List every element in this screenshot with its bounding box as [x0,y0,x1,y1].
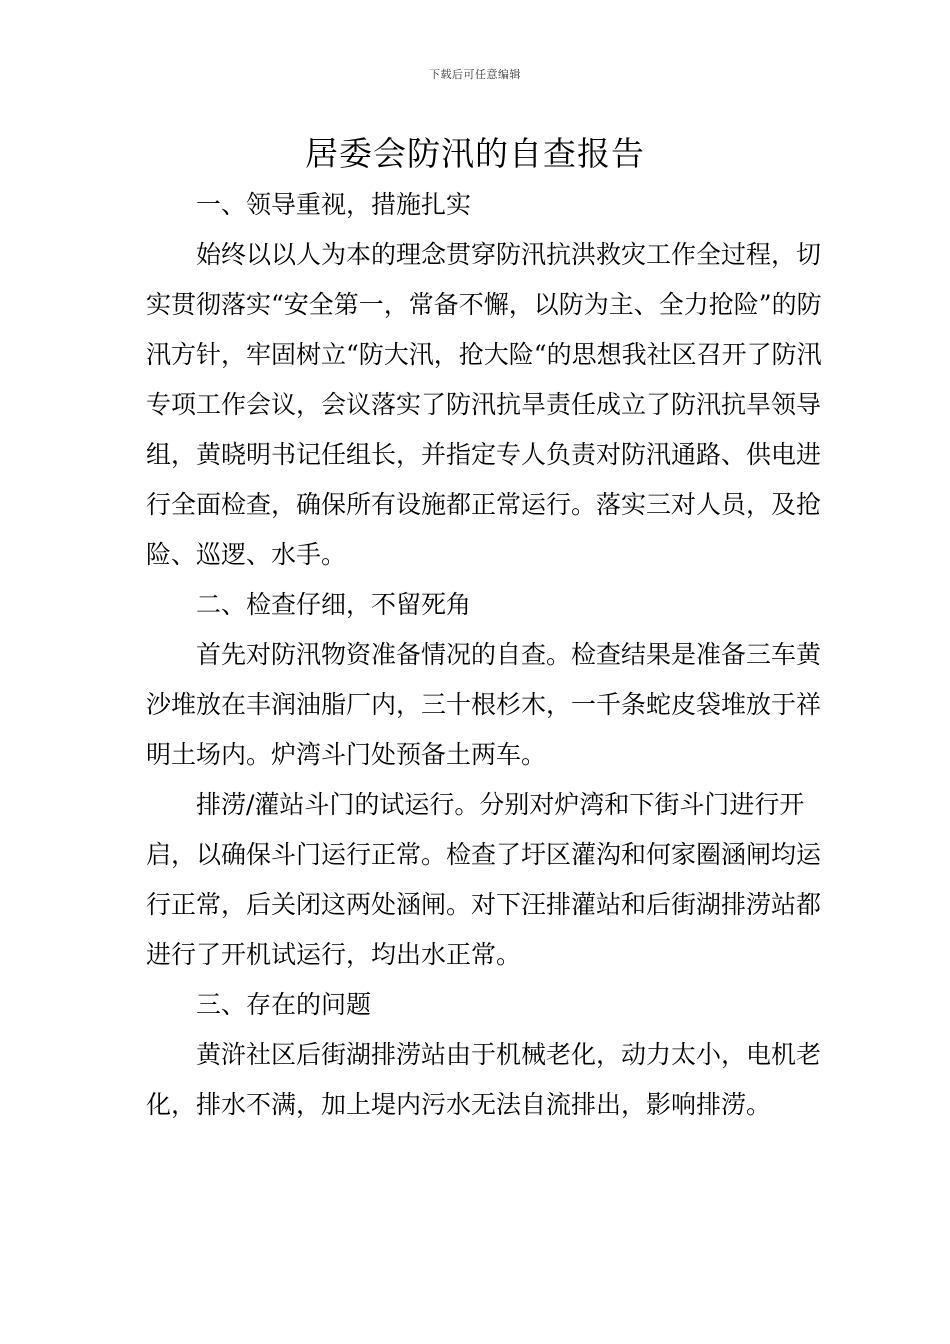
section-heading: 三、存在的问题 [196,990,372,1019]
header-note: 下载后可任意编辑 [429,68,521,81]
paragraph: 黄浒社区后街湖排涝站由于机械老化，动力太小，电机老化，排水不满，加上堤内污水无法自流排出，影响排涝。 [146,1040,822,1119]
page-title: 居委会防汛的自查报告 [305,134,645,173]
paragraph: 始终以以人为本的理念贯穿防汛抗洪救灾工作全过程，切实贯彻落实“安全第一，常备不懈，以防为主、全力抢险”的防汛方针，牢固树立“防大汛，抢大险“的思想我社区召开了防汛专项工作会议，会议落实了防汛抗旱责任成立了防汛抗旱领导组，黄晓明书记任组长，并指定专人负责对防汛通路、供电进行全面检查，确保所有设施都正常运行。落实三对人员，及抢险、巡逻、水手。 [146,240,822,569]
section-heading: 二、检查仔细，不留死角 [196,590,472,619]
paragraph: 排涝/灌站斗门的试运行。分别对炉湾和下街斗门进行开启，以确保斗门运行正常。检查了圩区灌沟和何家圈涵闸均运行正常，后关闭这两处涵闸。对下汪排灌站和后街湖排涝站都进行了开机试运行，均出水正常。 [146,790,822,969]
document-body [146,180,826,1130]
paragraph: 首先对防汛物资准备情况的自查。检查结果是准备三车黄沙堆放在丰润油脂厂内，三十根杉木，一千条蛇皮袋堆放于祥明土场内。炉湾斗门处预备土两车。 [146,640,822,769]
section-heading: 一、领导重视，措施扎实 [196,190,472,219]
